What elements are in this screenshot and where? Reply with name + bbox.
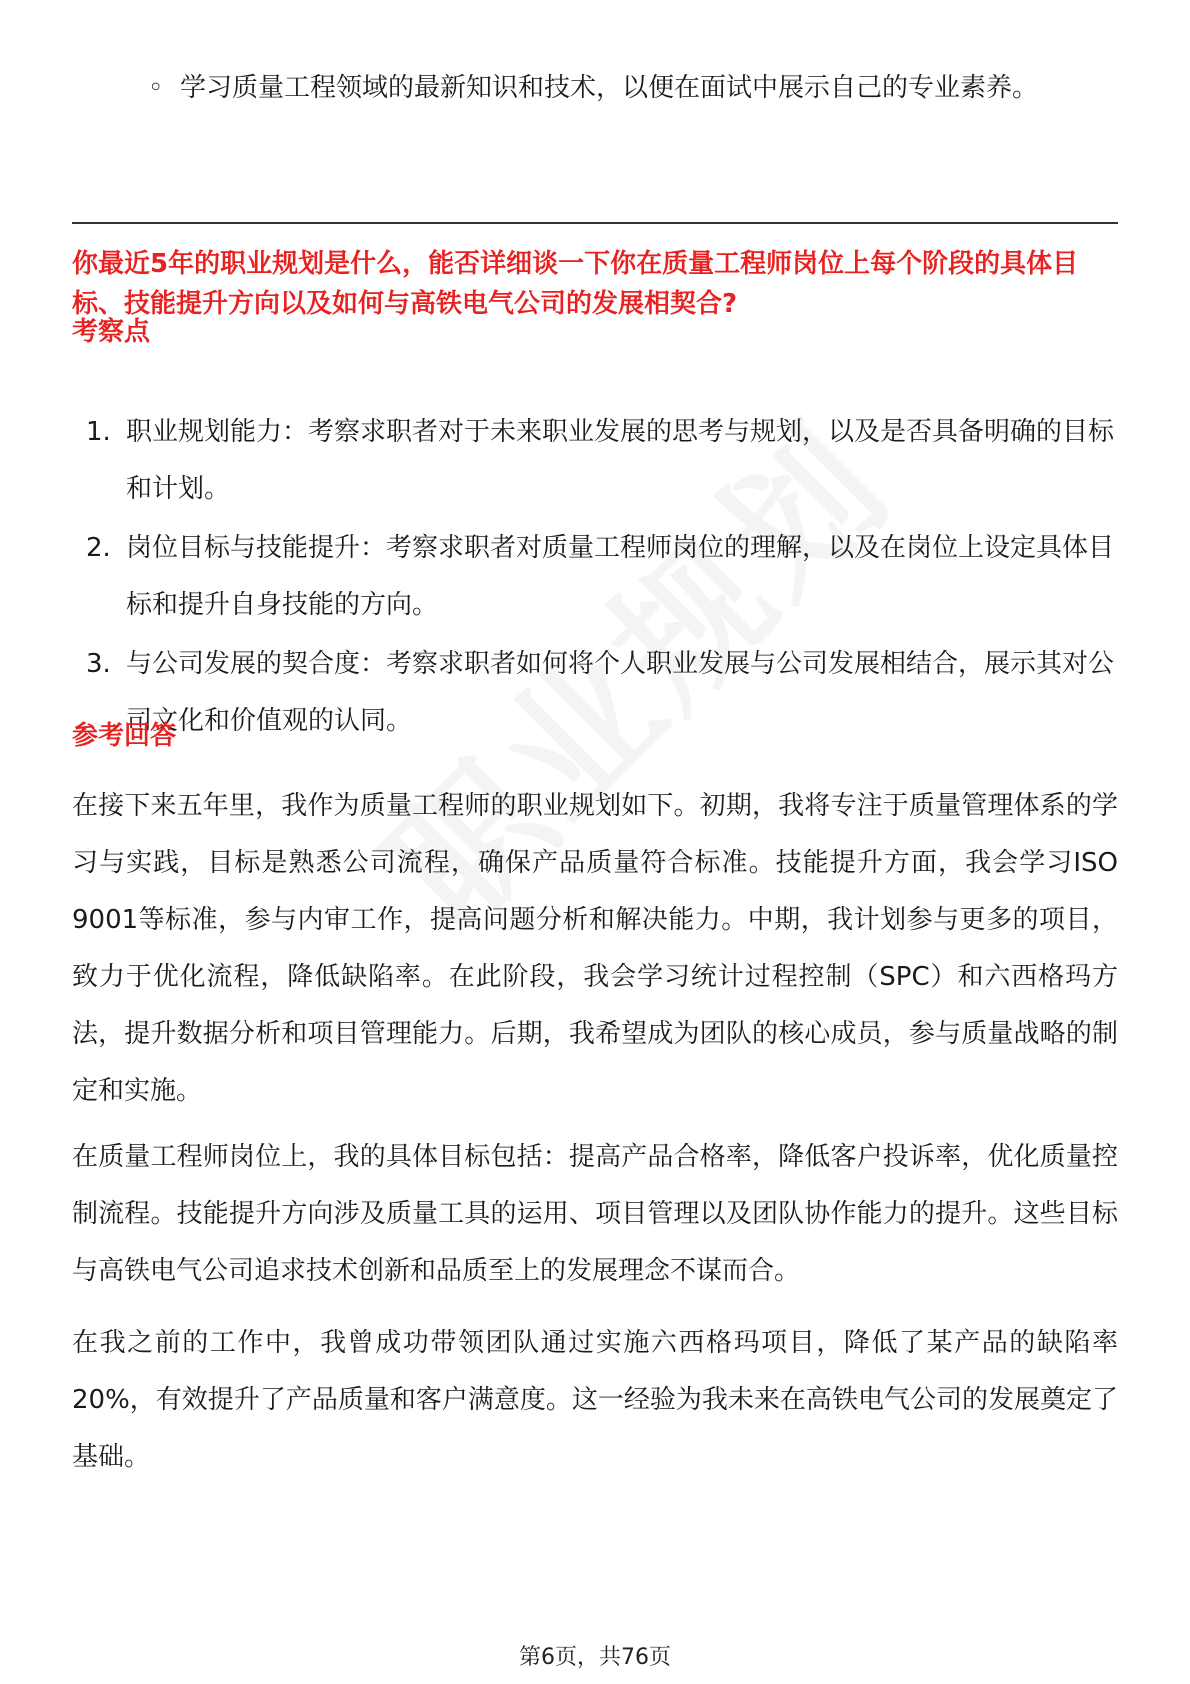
answer-paragraph-1: 在接下来五年里，我作为质量工程师的职业规划如下。初期，我将专注于质量管理体系的学习与实践，目标是熟悉公司流程，确保产品质量符合标准。技能提升方面，我会学习ISO 9001等标准，参与内审工作，提高问题分析和解决能力。中期，我计划参与更多的项目，致力于优化流程，降低缺陷率。在此阶段，我会学习统计过程控制（SPC）和六西格玛方法，提升数据分析和项目管理能力。后期，我希望成为团队的核心成员，参与质量战略的制定和实施。 [72,791,1118,1106]
hollow-bullet-icon: ◦ [148,73,164,103]
answer-paragraph-3: 在我之前的工作中，我曾成功带领团队通过实施六西格玛项目，降低了某产品的缺陷率20%，有效提升了产品质量和客户满意度。这一经验为我未来在高铁电气公司的发展奠定了基础。 [72,1328,1118,1472]
list-number: 1. [86,417,111,447]
list-item [72,636,1118,750]
list-item [72,520,1118,634]
list-item-text: 职业规划能力：考察求职者对于未来职业发展的思考与规划，以及是否具备明确的目标和计划。 [126,417,1115,504]
interview-question: 你最近5年的职业规划是什么，能否详细谈一下你在质量工程师岗位上每个阶段的具体目标、技能提升方向以及如何与高铁电气公司的发展相契合? [72,249,1079,319]
list-item [72,404,1118,518]
list-number: 3. [86,649,111,679]
answer-paragraph-2: 在质量工程师岗位上，我的具体目标包括：提高产品合格率，降低客户投诉率，优化质量控制流程。技能提升方向涉及质量工具的运用、项目管理以及团队协作能力的提升。这些目标与高铁电气公司追求技术创新和品质至上的发展理念不谋而合。 [72,1142,1118,1286]
list-item-text: 岗位目标与技能提升：考察求职者对质量工程师岗位的理解，以及在岗位上设定具体目标和提升自身技能的方向。 [126,533,1115,620]
page-footer: 第6页，共76页 [519,1645,671,1670]
list-item-text: 与公司发展的契合度：考察求职者如何将个人职业发展与公司发展相结合，展示其对公司文化和价值观的认同。 [126,649,1115,736]
intro-bullet-text: 学习质量工程领域的最新知识和技术，以便在面试中展示自己的专业素养。 [180,73,1039,103]
list-number: 2. [86,533,111,563]
answer-heading: 参考回答 [72,721,177,751]
section-divider [72,222,1118,224]
examination-heading: 考察点 [72,317,151,347]
examination-list [72,404,1118,752]
